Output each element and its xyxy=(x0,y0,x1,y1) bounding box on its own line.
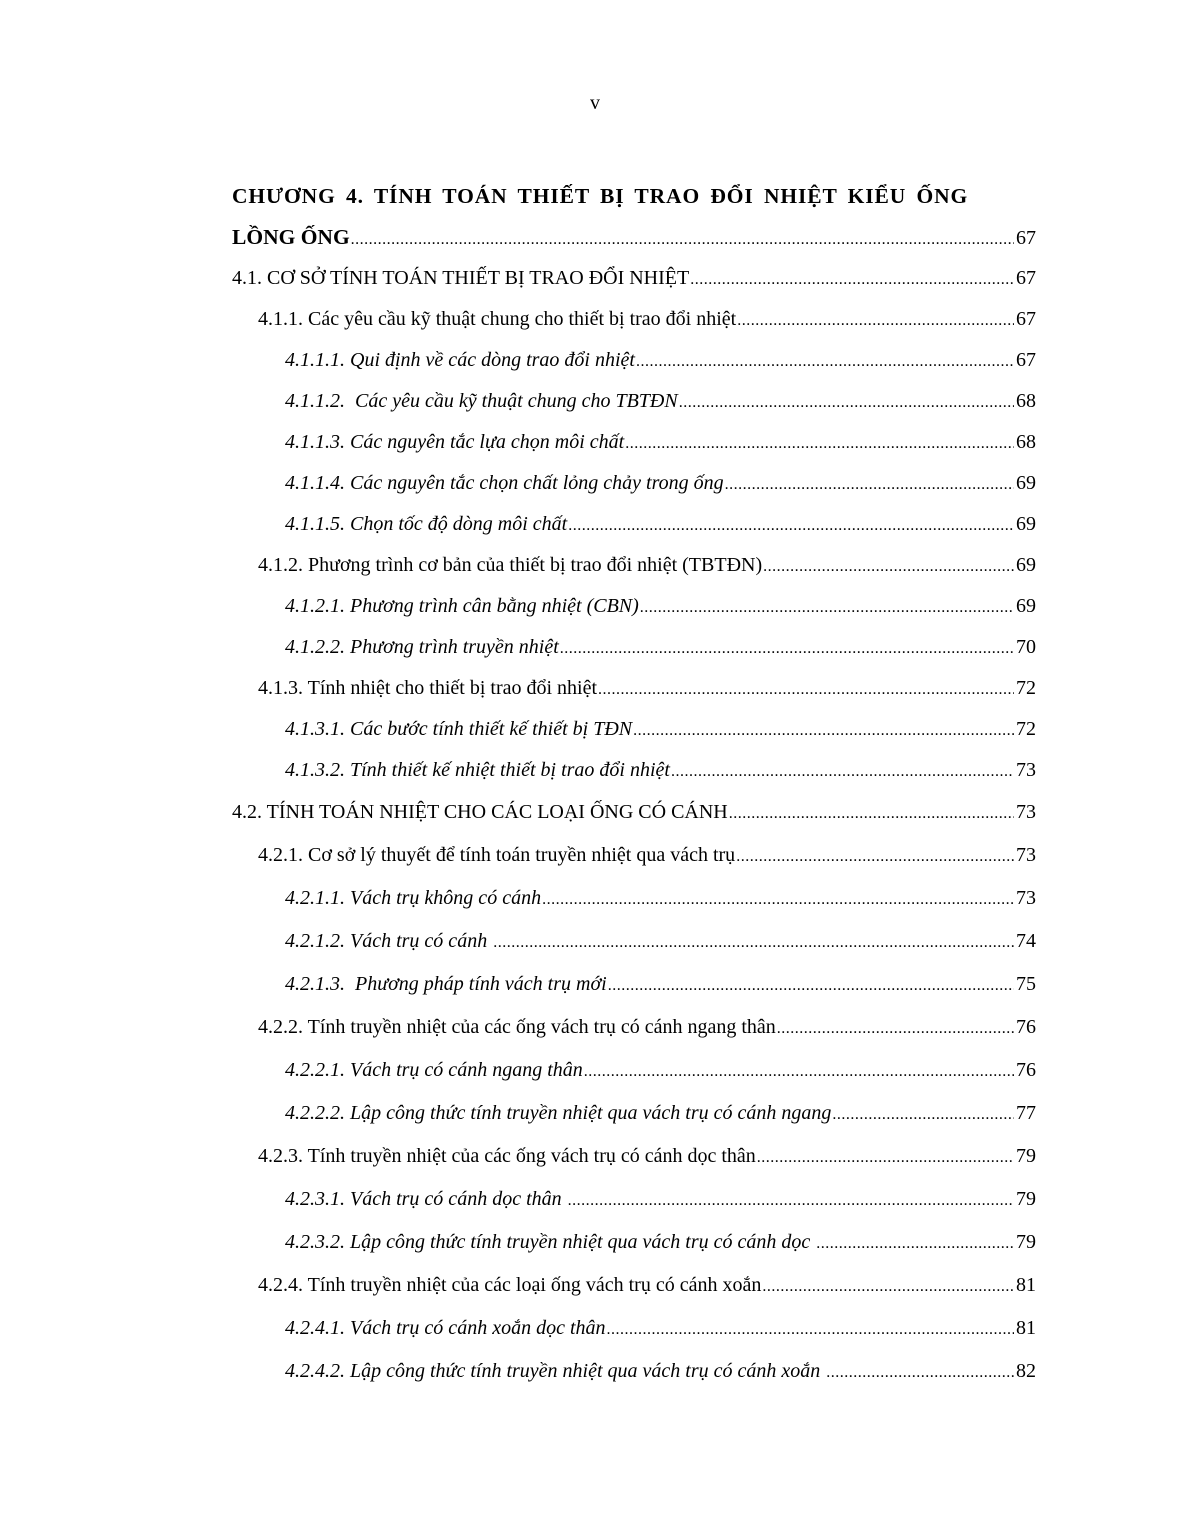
toc-entry-title: 4.2.3. Tính truyền nhiệt của các ống vách trụ có cánh dọc thân xyxy=(258,1145,756,1167)
toc-entry-level-3[interactable] xyxy=(232,1092,1036,1135)
chapter-heading-continuation[interactable] xyxy=(232,217,1036,258)
toc-entry-page-number: 81 xyxy=(1016,1274,1036,1296)
dot-leader xyxy=(816,1222,1014,1265)
toc-entry-title: 4.1.1.5. Chọn tốc độ dòng môi chất xyxy=(285,513,568,535)
toc-entry-level-3[interactable] xyxy=(232,1307,1036,1350)
dot-leader xyxy=(737,300,1014,341)
dot-leader xyxy=(598,669,1014,710)
toc-entry-title: 4.1.1.4. Các nguyên tắc chọn chất lỏng chảy trong ống xyxy=(285,472,724,494)
toc-entry-page-number: 79 xyxy=(1016,1188,1036,1210)
dot-leader xyxy=(351,219,1014,260)
toc-entry-title: 4.2.1.1. Vách trụ không có cánh xyxy=(285,887,542,909)
dot-leader xyxy=(625,423,1014,464)
toc-entry-page-number: 76 xyxy=(1016,1016,1036,1038)
toc-entry-page-number: 81 xyxy=(1016,1317,1036,1339)
toc-entry-level-2[interactable] xyxy=(232,299,1036,340)
toc-entry-page-number: 82 xyxy=(1016,1360,1036,1382)
toc-entry-level-3[interactable] xyxy=(232,1221,1036,1264)
toc-entry-level-3[interactable] xyxy=(232,422,1036,463)
toc-entry-level-3[interactable] xyxy=(232,750,1036,791)
toc-entry-title: 4.2.4. Tính truyền nhiệt của các loại ống vách trụ có cánh xoắn xyxy=(258,1274,762,1296)
toc-entry-page-number: 67 xyxy=(1016,308,1036,330)
toc-entry-page-number: 77 xyxy=(1016,1102,1036,1124)
dot-leader xyxy=(633,710,1014,751)
toc-entry-level-2[interactable] xyxy=(232,1264,1036,1307)
toc-entry-page-number: 75 xyxy=(1016,973,1036,995)
toc-entry-page-number: 69 xyxy=(1016,554,1036,576)
toc-entry-level-3[interactable] xyxy=(232,627,1036,668)
toc-entry-level-3[interactable] xyxy=(232,463,1036,504)
chapter-heading-line2: LỒNG ỐNG xyxy=(232,225,350,249)
toc-entry-level-1[interactable] xyxy=(232,791,1036,834)
dot-leader xyxy=(736,835,1014,878)
chapter-heading: CHƯƠNG 4. TÍNH TOÁN THIẾT BỊ TRAO ĐỔI NHIỆT KIỂU ỐNG xyxy=(232,184,969,208)
dot-leader xyxy=(608,964,1014,1007)
dot-leader xyxy=(762,1265,1014,1308)
dot-leader xyxy=(757,1136,1014,1179)
toc-entry-title: 4.2.1.2. Vách trụ có cánh xyxy=(285,930,493,952)
dot-leader xyxy=(584,1050,1014,1093)
toc-entry-page-number: 67 xyxy=(1016,349,1036,371)
dot-leader xyxy=(568,505,1014,546)
toc-entry-page-number: 68 xyxy=(1016,390,1036,412)
toc-entry-level-3[interactable] xyxy=(232,504,1036,545)
dot-leader xyxy=(690,259,1014,300)
dot-leader xyxy=(636,341,1014,382)
dot-leader xyxy=(777,1007,1014,1050)
toc-entry-title: 4.1.3. Tính nhiệt cho thiết bị trao đổi nhiệt xyxy=(258,677,598,699)
toc-entry-title: 4.1.2.1. Phương trình cân bằng nhiệt (CBN) xyxy=(285,595,639,617)
toc-entry-title: 4.1.3.1. Các bước tính thiết kế thiết bị TĐN xyxy=(285,718,633,740)
toc-entry-title: 4.1.3.2. Tính thiết kế nhiệt thiết bị trao đổi nhiệt xyxy=(285,759,670,781)
toc-entry-title: 4.2.2. Tính truyền nhiệt của các ống vách trụ có cánh ngang thân xyxy=(258,1016,776,1038)
toc-entry-title: 4.2.1.3. Phương pháp tính vách trụ mới xyxy=(285,973,607,995)
toc-entry-level-2[interactable] xyxy=(232,1006,1036,1049)
dot-leader xyxy=(640,587,1014,628)
toc-entry-title: 4.2. TÍNH TOÁN NHIỆT CHO CÁC LOẠI ỐNG CÓ CÁNH xyxy=(232,801,728,823)
toc-entry-page-number: 73 xyxy=(1016,801,1036,823)
toc-entries xyxy=(232,258,1036,1393)
toc-entry-title: 4.2.2.2. Lập công thức tính truyền nhiệt qua vách trụ có cánh ngang xyxy=(285,1102,832,1124)
toc-entry-title: 4.1. CƠ SỞ TÍNH TOÁN THIẾT BỊ TRAO ĐỔI NHIỆT xyxy=(232,267,690,289)
toc-entry-level-3[interactable] xyxy=(232,1350,1036,1393)
dot-leader xyxy=(725,464,1014,505)
toc-entry-page-number: 70 xyxy=(1016,636,1036,658)
dot-leader xyxy=(493,921,1014,964)
toc-entry-title: 4.1.1. Các yêu cầu kỹ thuật chung cho thiết bị trao đổi nhiệt xyxy=(258,308,737,330)
toc-entry-page-number: 76 xyxy=(1016,1059,1036,1081)
dot-leader xyxy=(568,1179,1014,1222)
page-number: v xyxy=(590,92,600,114)
toc-entry-page-number: 69 xyxy=(1016,595,1036,617)
toc-entry-title: 4.2.1. Cơ sở lý thuyết để tính toán truyền nhiệt qua vách trụ xyxy=(258,844,736,866)
toc-entry-level-3[interactable] xyxy=(232,877,1036,920)
toc-entry-page-number: 72 xyxy=(1016,677,1036,699)
table-of-contents xyxy=(232,175,1036,1393)
toc-entry-page-number: 79 xyxy=(1016,1231,1036,1253)
dot-leader xyxy=(826,1351,1014,1394)
toc-entry-page-number: 67 xyxy=(1016,267,1036,289)
toc-entry-level-2[interactable] xyxy=(232,834,1036,877)
toc-entry-title: 4.2.4.2. Lập công thức tính truyền nhiệt qua vách trụ có cánh xoắn xyxy=(285,1360,826,1382)
toc-entry-page-number: 68 xyxy=(1016,431,1036,453)
dot-leader xyxy=(832,1093,1014,1136)
dot-leader xyxy=(729,792,1014,835)
toc-entry-title: 4.2.2.1. Vách trụ có cánh ngang thân xyxy=(285,1059,583,1081)
toc-entry-page-number: 69 xyxy=(1016,472,1036,494)
toc-entry-title: 4.1.1.2. Các yêu cầu kỹ thuật chung cho TBTĐN xyxy=(285,390,678,412)
toc-entry-level-3[interactable] xyxy=(232,586,1036,627)
dot-leader xyxy=(607,1308,1015,1351)
toc-entry-level-2[interactable] xyxy=(232,545,1036,586)
toc-entry-title: 4.2.3.1. Vách trụ có cánh dọc thân xyxy=(285,1188,567,1210)
dot-leader xyxy=(560,628,1014,669)
toc-entry-level-3[interactable] xyxy=(232,709,1036,750)
toc-entry-level-2[interactable] xyxy=(232,668,1036,709)
toc-entry-level-3[interactable] xyxy=(232,1178,1036,1221)
toc-entry-page-number: 73 xyxy=(1016,844,1036,866)
toc-entry-page-number: 73 xyxy=(1016,759,1036,781)
toc-entry-page-number: 72 xyxy=(1016,718,1036,740)
toc-entry-level-3[interactable] xyxy=(232,920,1036,963)
toc-entry-page-number: 74 xyxy=(1016,930,1036,952)
toc-entry-title: 4.1.1.1. Qui định về các dòng trao đổi nhiệt xyxy=(285,349,635,371)
dot-leader xyxy=(679,382,1014,423)
toc-entry-level-2[interactable] xyxy=(232,1135,1036,1178)
toc-entry-page-number: 69 xyxy=(1016,513,1036,535)
dot-leader xyxy=(542,878,1014,921)
chapter-page-number: 67 xyxy=(1016,227,1036,249)
dot-leader xyxy=(763,546,1014,587)
toc-entry-title: 4.1.1.3. Các nguyên tắc lựa chọn môi chất xyxy=(285,431,625,453)
toc-entry-level-1[interactable] xyxy=(232,258,1036,299)
toc-entry-level-3[interactable] xyxy=(232,381,1036,422)
toc-entry-level-3[interactable] xyxy=(232,1049,1036,1092)
toc-entry-title: 4.1.2.2. Phương trình truyền nhiệt xyxy=(285,636,559,658)
toc-entry-level-3[interactable] xyxy=(232,340,1036,381)
toc-entry-title: 4.2.4.1. Vách trụ có cánh xoắn dọc thân xyxy=(285,1317,606,1339)
toc-entry-page-number: 79 xyxy=(1016,1145,1036,1167)
toc-entry-title: 4.1.2. Phương trình cơ bản của thiết bị trao đổi nhiệt (TBTĐN) xyxy=(258,554,763,576)
dot-leader xyxy=(671,751,1014,792)
toc-entry-title: 4.2.3.2. Lập công thức tính truyền nhiệt qua vách trụ có cánh dọc xyxy=(285,1231,816,1253)
toc-entry-page-number: 73 xyxy=(1016,887,1036,909)
toc-entry-level-3[interactable] xyxy=(232,963,1036,1006)
